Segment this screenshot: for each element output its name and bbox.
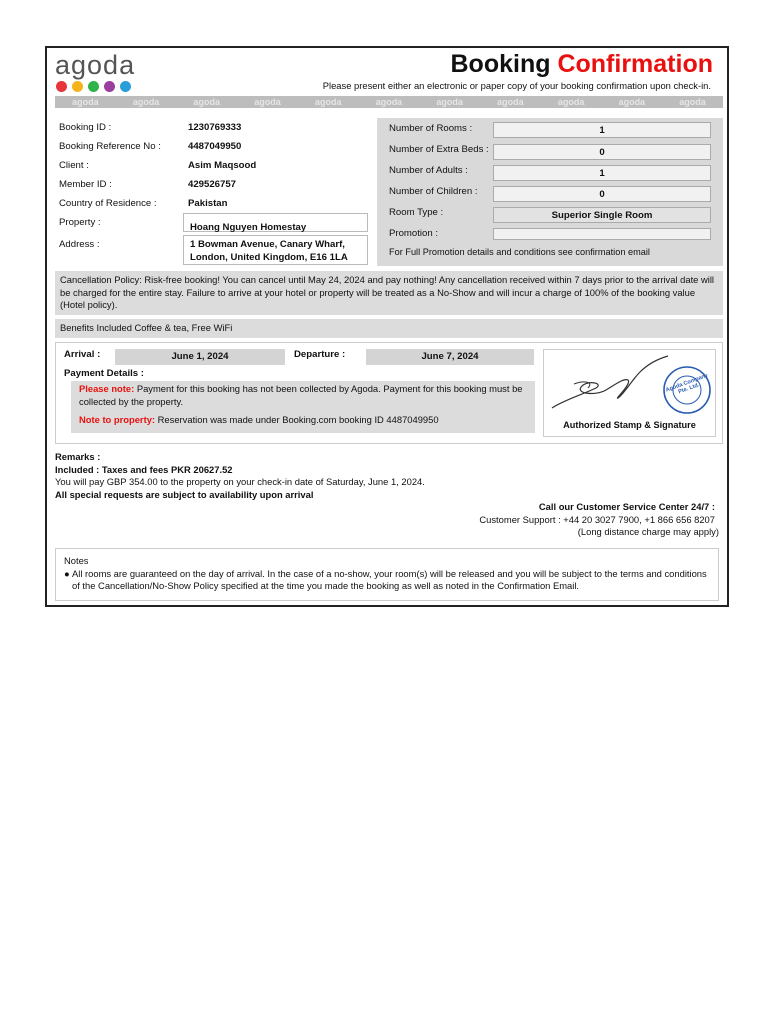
reference-value: 4487049950 — [188, 141, 242, 152]
logo-dot-purple — [104, 81, 115, 92]
logo-dot-green — [88, 81, 99, 92]
signature-stroke-2 — [574, 382, 590, 388]
agoda-logo-dots — [56, 81, 131, 92]
note-to-property — [79, 414, 527, 427]
band-item: agoda — [72, 97, 99, 107]
title-red: Confirmation — [557, 50, 713, 78]
page-subtitle: Please present either an electronic or paper copy of your booking confirmation upon check-in. — [322, 80, 711, 91]
stamp-text: Agoda Company Pte. Ltd. — [665, 372, 709, 396]
payment-details-label: Payment Details : — [64, 368, 144, 379]
title-black: Booking — [450, 50, 551, 78]
room-type-value: Superior Single Room — [493, 207, 711, 223]
arrival-value: June 1, 2024 — [115, 349, 285, 365]
remarks-pay: You will pay GBP 354.00 to the property on your check-in date of Saturday, June 1, 2024. — [55, 476, 425, 487]
address-line-1: 1 Bowman Avenue, Canary Wharf, — [190, 239, 345, 250]
arrival-label: Arrival : — [64, 349, 101, 360]
property-box — [183, 213, 368, 232]
signature-stroke — [552, 356, 668, 408]
children-label: Number of Children : — [389, 186, 478, 197]
address-box — [183, 235, 368, 265]
room-details-panel — [377, 118, 723, 266]
notes-item — [64, 568, 710, 593]
band-item: agoda — [375, 97, 403, 107]
band-item: agoda — [193, 97, 221, 107]
address-line-2: London, United Kingdom, E16 1LA — [190, 252, 348, 263]
please-note — [79, 383, 527, 408]
payment-notes-box — [71, 381, 535, 433]
logo-dot-blue — [120, 81, 131, 92]
extra-beds-label: Number of Extra Beds : — [389, 144, 489, 155]
children-value: 0 — [493, 186, 711, 202]
cancellation-policy: Cancellation Policy: Risk-free booking! You can cancel until May 24, 2024 and pay nothing! Any cancellation received within 7 days prior to the arrival date will be charged for the entire stay. Failure to arrive at your hotel or property will be treated as a No-Show and will incur a charge of 100% of the booking value (Hotel policy). — [55, 271, 723, 315]
adults-label: Number of Adults : — [389, 165, 468, 176]
country-label: Country of Residence : — [59, 198, 157, 209]
booking-confirmation-sheet — [45, 46, 729, 607]
note-property-label: Note to property: — [79, 414, 156, 425]
stamp-caption: Authorized Stamp & Signature — [563, 420, 696, 430]
property-value: Hoang Nguyen Homestay — [190, 222, 307, 233]
stay-payment-block — [55, 342, 723, 444]
page-title — [451, 50, 714, 79]
member-id-value: 429526757 — [188, 179, 237, 190]
member-id-label: Member ID : — [59, 179, 112, 190]
booking-id-value: 1230769333 — [188, 122, 242, 133]
remarks-section — [55, 451, 715, 501]
extra-beds-value: 0 — [493, 144, 711, 160]
booking-id-label: Booking ID : — [59, 122, 112, 133]
band-item: agoda — [436, 97, 463, 107]
band-item: agoda — [314, 97, 342, 107]
client-value: Asim Maqsood — [188, 160, 257, 171]
address-label: Address : — [59, 239, 100, 250]
remarks-special: All special requests are subject to availability upon arrival — [55, 488, 314, 500]
bullet-icon: ● — [64, 567, 70, 579]
support-note: (Long distance charge may apply) — [577, 526, 719, 537]
band-item: agoda — [557, 97, 585, 107]
rooms-label: Number of Rooms : — [389, 123, 473, 134]
band-item: agoda — [679, 97, 706, 107]
client-label: Client : — [59, 160, 89, 171]
band-item: agoda — [254, 97, 281, 107]
note-property-text: Reservation was made under Booking.com booking ID 4487049950 — [157, 414, 439, 425]
support-title: Call our Customer Service Center 24/7 : — [538, 501, 715, 512]
room-type-label: Room Type : — [389, 207, 444, 218]
remarks-included: Included : Taxes and fees PKR 20627.52 — [55, 463, 233, 475]
band-item: agoda — [132, 97, 160, 107]
promotion-value — [493, 228, 711, 240]
departure-label: Departure : — [294, 349, 346, 360]
stamp-signature-box — [543, 349, 716, 437]
logo-dot-red — [56, 81, 67, 92]
agoda-logo: agoda — [55, 50, 136, 80]
support-phones: Customer Support : +44 20 3027 7900, +1 866 656 8207 — [479, 513, 715, 525]
benefits-included: Benefits Included Coffee & tea, Free WiFi — [55, 319, 723, 338]
promotion-label: Promotion : — [389, 228, 439, 239]
reference-label: Booking Reference No : — [59, 141, 161, 152]
notes-box — [55, 548, 719, 601]
agoda-watermark-band — [55, 96, 723, 108]
notes-item-text: All rooms are guaranteed on the day of arrival. In the case of a no-show, your room(s) will be released and you will be subject to the terms and conditions of the Cancellation/No-Show Policy specified at the time you made the booking as well as noted in the Confirmation Email. — [72, 567, 707, 591]
notes-title: Notes — [64, 555, 89, 566]
customer-support-section — [479, 501, 719, 539]
promo-note: For Full Promotion details and conditions see confirmation email — [389, 247, 650, 257]
rooms-value: 1 — [493, 122, 711, 138]
remarks-title: Remarks : — [55, 451, 101, 462]
adults-value: 1 — [493, 165, 711, 181]
country-value: Pakistan — [188, 198, 228, 209]
please-note-label: Please note: — [79, 383, 135, 394]
property-label: Property : — [59, 217, 101, 228]
band-item: agoda — [497, 97, 524, 107]
please-note-text: Payment for this booking has not been collected by Agoda. Payment for this booking must be collected by the property. — [79, 383, 523, 407]
band-item: agoda — [618, 97, 646, 107]
departure-value: June 7, 2024 — [366, 349, 534, 365]
logo-dot-yellow — [72, 81, 83, 92]
